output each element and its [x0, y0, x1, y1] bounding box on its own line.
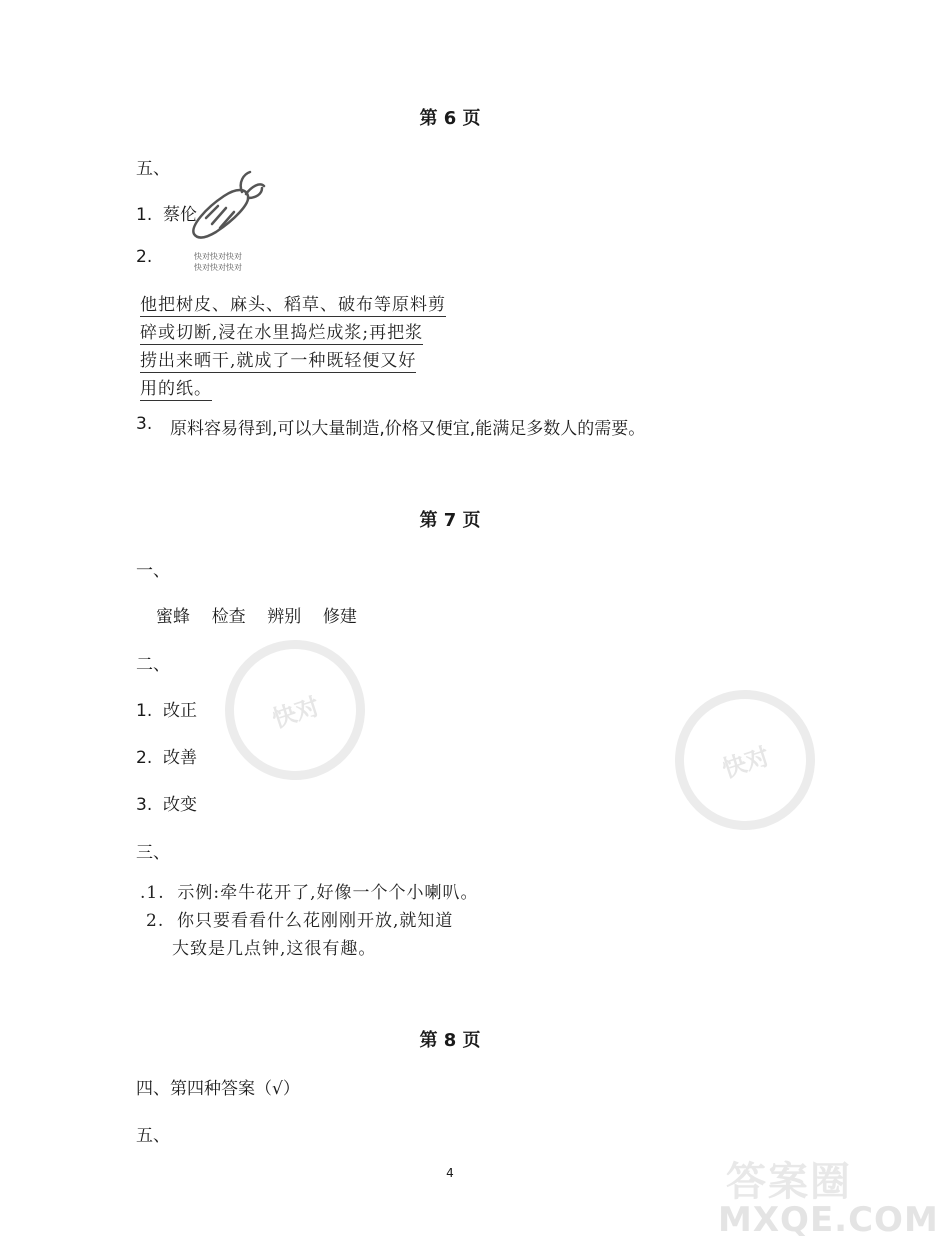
page-heading-6: 第 6 页 — [419, 108, 481, 129]
section-label-wu-2: 五、 — [136, 1126, 170, 1146]
section-label-san: 三、 — [136, 843, 170, 863]
scan-line-3: 捞出来晒干,就成了一种既轻便又好 — [140, 351, 417, 371]
scan-san-line-1: .1. 示例:牵牛花开了,好像一个个小喇叭。 — [140, 883, 479, 903]
watermark-corner-logo: 答案圈 — [726, 1159, 852, 1205]
answer-er-3: 3. 改变 — [136, 795, 198, 815]
answer-3-text: 原料容易得到,可以大量制造,价格又便宜,能满足多数人的需要。 — [170, 419, 646, 439]
watermark-stamp-left: 快对 — [207, 622, 383, 798]
section-label-yi: 一、 — [136, 561, 170, 581]
watermark-corner-url: MXQE.COM — [718, 1200, 939, 1240]
watermark-text-2: 快对快对快对 — [194, 263, 242, 272]
scan-line-2: 碎或切断,浸在水里捣烂成浆;再把浆 — [140, 323, 424, 343]
answer-3-number: 3. — [136, 414, 153, 434]
watermark-stamp-right: 快对 — [657, 672, 833, 848]
page-heading-8: 第 8 页 — [419, 1030, 481, 1051]
section-label-er: 二、 — [136, 655, 170, 675]
word-list: 蜜蜂 检查 辨别 修建 — [156, 607, 357, 627]
scan-line-4: 用的纸。 — [140, 379, 212, 399]
scan-san-line-2: 2. 你只要看看什么花刚刚开放,就知道 — [146, 911, 454, 931]
answer-2-label: 2. — [136, 247, 153, 267]
section-label-wu: 五、 — [136, 159, 170, 179]
watermark-text-1: 快对快对快对 — [194, 252, 242, 261]
answer-1: 1. 蔡伦 — [136, 205, 198, 225]
answer-si: 四、第四种答案（√） — [136, 1079, 300, 1099]
answer-er-2: 2. 改善 — [136, 748, 198, 768]
carrot-icon — [186, 168, 266, 246]
page-heading-7: 第 7 页 — [419, 510, 481, 531]
scan-san-line-3: 大致是几点钟,这很有趣。 — [172, 939, 377, 959]
page-number: 4 — [446, 1166, 454, 1180]
answer-er-1: 1. 改正 — [136, 701, 198, 721]
scan-line-1: 他把树皮、麻头、稻草、破布等原料剪 — [140, 295, 446, 315]
